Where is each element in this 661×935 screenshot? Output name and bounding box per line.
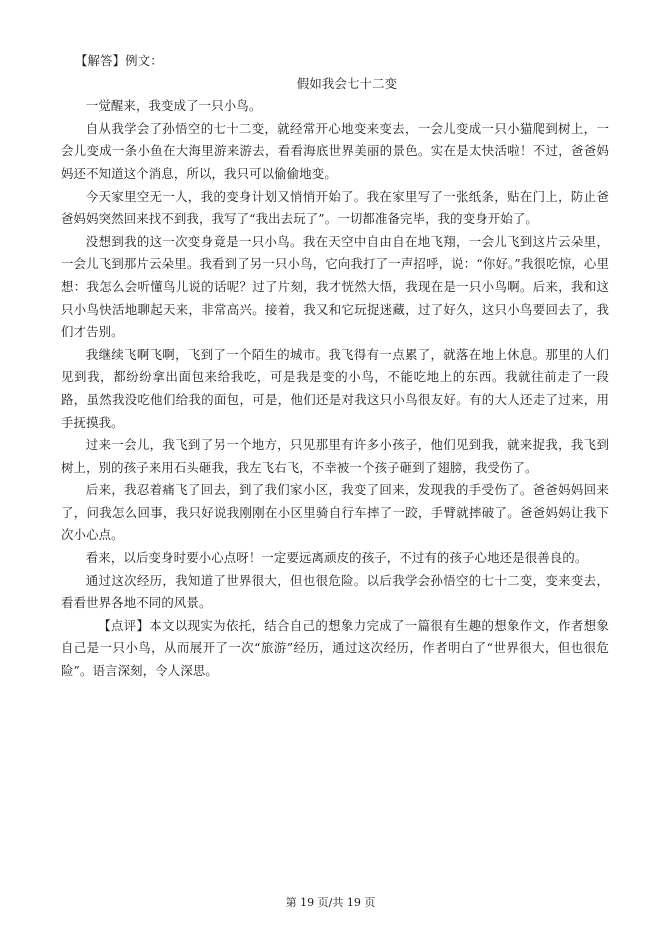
essay-paragraph: 后来，我忍着痛飞了回去，到了我们家小区，我变了回来，发现我的手受伤了。爸爸妈妈回来了，问我怎么回事，我只好说我刚刚在小区里骑自行车摔了一跤，手臂就摔破了。爸爸妈妈让我下次小心点。: [61, 482, 609, 543]
essay-paragraph: 过来一会儿，我飞到了另一个地方，只见那里有许多小孩子，他们见到我，就来捉我，我飞到树上，别的孩子来用石头砸我，我左飞右飞，不幸被一个孩子砸到了翅膀，我受伤了。: [61, 437, 609, 475]
essay-paragraph: 通过这次经历，我知道了世界很大，但也很危险。以后我学会孙悟空的七十二变，变来变去，看看世界各地不同的风景。: [61, 572, 609, 611]
comment-paragraph: 【点评】本文以现实为依托，结合自己的想象力完成了一篇很有生趣的想象作文，作者想象自己是一只小鸟，从而展开了一次“旅游”经历，通过这次经历，作者明白了“世界很大，但也很危险”。语言深刻，令人深思。: [61, 617, 609, 679]
answer-section: [61, 50, 609, 683]
essay-paragraph: 今天家里空无一人，我的变身计划又悄悄开始了。我在家里写了一张纸条，贴在门上，防止爸爸妈妈突然回来找不到我，我写了“我出去玩了”。一切都准备完毕，我的变身开始了。: [61, 188, 609, 227]
essay-paragraph: 看来，以后变身时要小心点呀！一定要远离顽皮的孩子，不过有的孩子心地还是很善良的。: [85, 550, 588, 566]
answer-heading: 【解答】例文：: [75, 53, 163, 68]
essay-paragraph: 我继续飞啊飞啊，飞到了一个陌生的城市。我飞得有一点累了，就落在地上休息。那里的人们见到我，都纷纷拿出面包来给我吃，可是我是变的小鸟，不能吃地上的东西。我就往前走了一段路，虽然我没吃他们给我的面包，可是，他们还是对我这只小鸟很友好。有的大人还走了过来，用手抚摸我。: [61, 346, 609, 430]
essay-paragraph: 自从我学会了孙悟空的七十二变，就经常开心地变来变去，一会儿变成一只小猫爬到树上，一会儿变成一条小鱼在大海里游来游去，看看海底世界美丽的景色。实在是太快活啦！不过，爸爸妈妈还不知道这个消息，所以，我只可以偷偷地变。: [61, 120, 609, 181]
essay-title: 假如我会七十二变: [296, 75, 398, 91]
essay-paragraph: 没想到我的这一次变身竟是一只小鸟。我在天空中自由自在地飞翔，一会儿飞到这片云朵里，一会儿飞到那片云朵里。我看到了另一只小鸟，它向我打了一声招呼，说：“你好。”我很吃惊，心里想：我怎么会听懂鸟儿说的话呢？过了片刻，我才恍然大悟，我现在是一只小鸟啊。后来，我和这只小鸟快活地聊起天来，非常高兴。接着，我又和它玩捉迷藏，过了好久，这只小鸟要回去了，我们才告别。: [61, 233, 609, 340]
essay-paragraph: 一觉醒来，我变成了一只小鸟。: [85, 98, 262, 114]
page-number: 第 19 页/共 19 页: [285, 896, 376, 909]
